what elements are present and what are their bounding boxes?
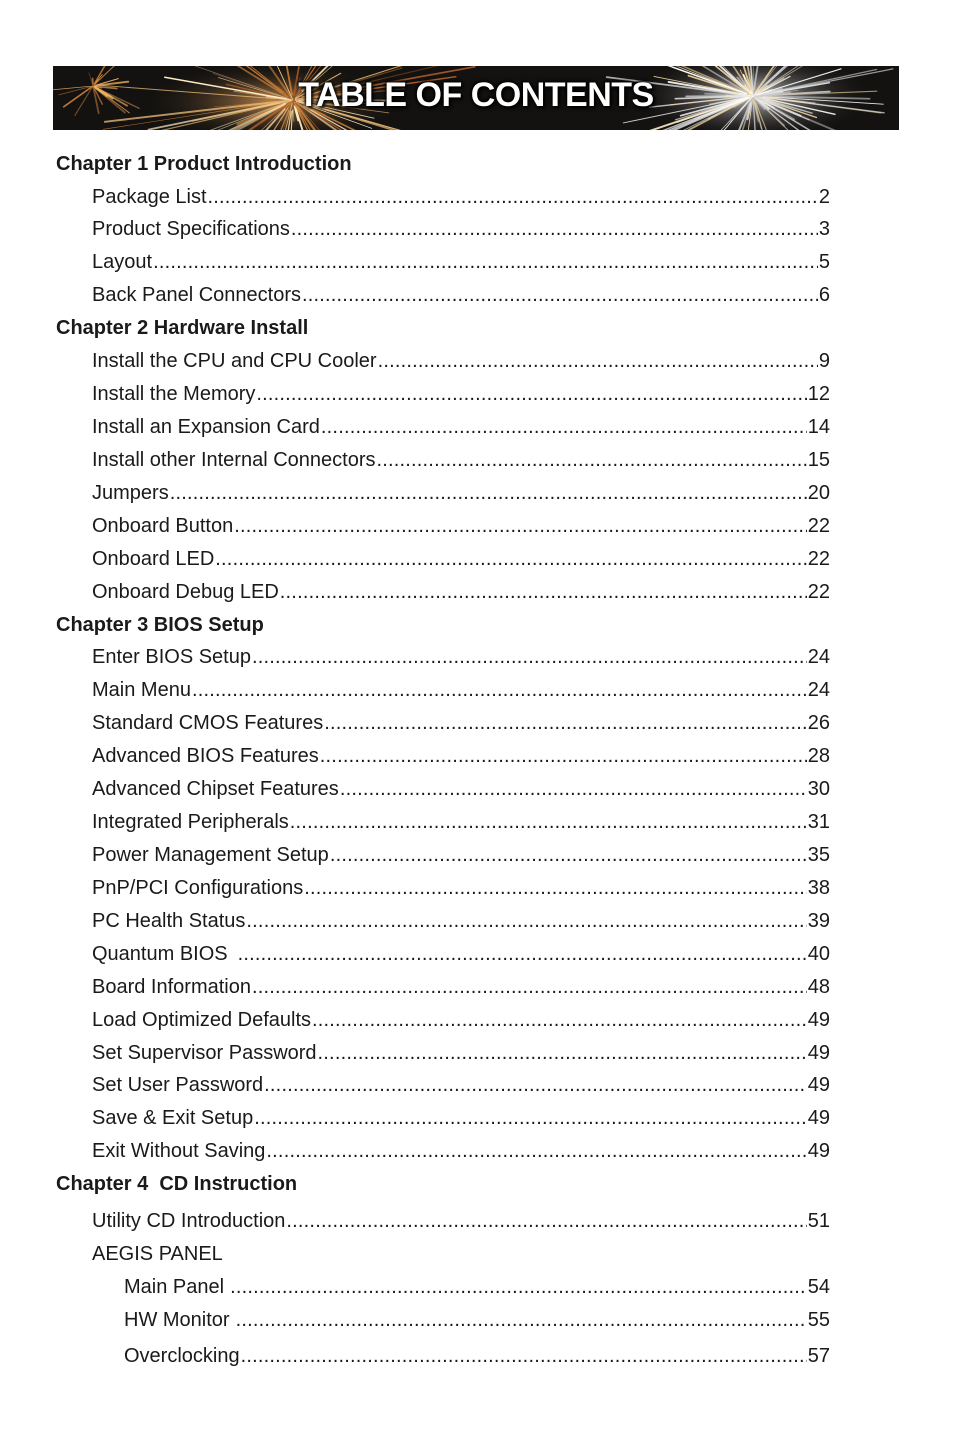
- toc-entry-title: Integrated Peripherals: [92, 811, 289, 833]
- toc-entry[interactable]: [92, 1136, 830, 1166]
- toc-entry-title: Onboard Debug LED: [92, 581, 279, 603]
- dot-leader: [254, 1103, 807, 1133]
- toc-entry[interactable]: [92, 774, 830, 804]
- dot-leader: [330, 840, 807, 870]
- dot-leader: [324, 708, 807, 738]
- toc-entry-page: 2: [818, 186, 830, 208]
- toc-entry-title: Product Specifications: [92, 218, 290, 240]
- toc-entry-title: Standard CMOS Features: [92, 712, 324, 734]
- toc-entry-title: Utility CD Introduction: [92, 1210, 286, 1232]
- dot-leader: [286, 1206, 806, 1236]
- toc-entry-title: Set User Password: [92, 1074, 264, 1096]
- dot-leader: [230, 1272, 807, 1302]
- chapter-heading: Chapter 3 BIOS Setup: [56, 614, 264, 636]
- toc-entry-page: 12: [807, 383, 830, 405]
- toc-entry-page: 49: [807, 1107, 830, 1129]
- toc-entry[interactable]: [92, 412, 830, 442]
- dot-leader: [280, 577, 807, 607]
- toc-entry[interactable]: [92, 1070, 830, 1100]
- toc-entry-page: 22: [807, 548, 830, 570]
- chapter-heading: Chapter 2 Hardware Install: [56, 317, 309, 339]
- toc-entry-title: Advanced BIOS Features: [92, 745, 319, 767]
- toc-entry[interactable]: [92, 642, 830, 672]
- toc-entry-page: 49: [807, 1140, 830, 1162]
- toc-entry-page: 38: [807, 877, 830, 899]
- chapter-heading: Chapter 1 Product Introduction: [56, 153, 352, 175]
- toc-entry-title: Power Management Setup: [92, 844, 329, 866]
- toc-entry-page: 5: [818, 251, 830, 273]
- toc-entry-page: 30: [807, 778, 830, 800]
- toc-entry-page: 51: [807, 1210, 830, 1232]
- dot-leader: [302, 280, 818, 310]
- toc-entry-page: 54: [807, 1276, 830, 1298]
- dot-leader: [304, 873, 807, 903]
- dot-leader: [290, 807, 807, 837]
- toc-entry-page: 9: [818, 350, 830, 372]
- toc-entry[interactable]: [92, 214, 830, 244]
- toc-entry-page: 22: [807, 581, 830, 603]
- toc-entry[interactable]: [92, 1005, 830, 1035]
- toc-entry-page: 49: [807, 1009, 830, 1031]
- toc-entry-page: 20: [807, 482, 830, 504]
- toc-entry[interactable]: [92, 182, 830, 212]
- toc-entry-title: Overclocking: [124, 1345, 240, 1367]
- dot-leader: [318, 1038, 807, 1068]
- toc-entry[interactable]: [92, 346, 830, 376]
- toc-entry[interactable]: [124, 1305, 830, 1335]
- header-banner: [53, 66, 899, 130]
- toc-entry-title: Exit Without Saving: [92, 1140, 266, 1162]
- toc-entry-page: 35: [807, 844, 830, 866]
- toc-entry-title: Onboard LED: [92, 548, 215, 570]
- toc-entry-page: 15: [807, 449, 830, 471]
- toc-entry[interactable]: [92, 1038, 830, 1068]
- toc-entry[interactable]: [92, 247, 830, 277]
- toc-entry-title: Advanced Chipset Features: [92, 778, 339, 800]
- toc-entry[interactable]: [92, 906, 830, 936]
- toc-entry-title: Main Panel: [124, 1276, 225, 1298]
- toc-entry[interactable]: [92, 939, 830, 969]
- toc-entry[interactable]: [92, 511, 830, 541]
- toc-entry[interactable]: [92, 1103, 830, 1133]
- toc-entry-page: 39: [807, 910, 830, 932]
- dot-leader: [236, 1305, 807, 1335]
- dot-leader: [192, 675, 807, 705]
- toc-entry-page: 57: [807, 1345, 830, 1367]
- toc-entry-title: Main Menu: [92, 679, 191, 701]
- dot-leader: [241, 1341, 807, 1371]
- toc-entry-title: Board Information: [92, 976, 251, 998]
- toc-entry-title: PC Health Status: [92, 910, 246, 932]
- toc-entry-title: Jumpers: [92, 482, 169, 504]
- chapter-heading: Chapter 4 CD Instruction: [56, 1173, 298, 1195]
- toc-entry[interactable]: [92, 478, 830, 508]
- toc-entry-title: Install the CPU and CPU Cooler: [92, 350, 377, 372]
- dot-leader: [256, 379, 806, 409]
- dot-leader: [252, 972, 807, 1002]
- toc-entry-title: Enter BIOS Setup: [92, 646, 251, 668]
- dot-leader: [340, 774, 807, 804]
- toc-entry-page: 22: [807, 515, 830, 537]
- toc-entry-title: Set Supervisor Password: [92, 1042, 317, 1064]
- toc-entry[interactable]: [92, 445, 830, 475]
- toc-entry-title: PnP/PCI Configurations: [92, 877, 304, 899]
- toc-entry-page: 6: [818, 284, 830, 306]
- page-title: TABLE OF CONTENTS: [298, 76, 654, 114]
- toc-entry-title: Back Panel Connectors: [92, 284, 302, 306]
- dot-leader: [266, 1136, 806, 1166]
- toc-entry-page: 24: [807, 679, 830, 701]
- toc-entry-title: Onboard Button: [92, 515, 234, 537]
- toc-entry[interactable]: [92, 840, 830, 870]
- dot-leader: [291, 214, 818, 244]
- dot-leader: [208, 182, 818, 212]
- toc-entry[interactable]: [92, 873, 830, 903]
- toc-section-heading[interactable]: [92, 1239, 830, 1269]
- toc-entry-title: Layout: [92, 251, 153, 273]
- toc-entry[interactable]: [92, 708, 830, 738]
- dot-leader: [320, 741, 807, 771]
- dot-leader: [170, 478, 807, 508]
- toc-entry-page: 49: [807, 1042, 830, 1064]
- toc-entry[interactable]: [92, 379, 830, 409]
- toc-entry-page: 48: [807, 976, 830, 998]
- toc-entry-title: Quantum BIOS: [92, 943, 228, 965]
- toc-entry-page: 49: [807, 1074, 830, 1096]
- toc-entry-title: Save & Exit Setup: [92, 1107, 254, 1129]
- dot-leader: [246, 906, 806, 936]
- toc-entry-page: 40: [807, 943, 830, 965]
- toc-entry[interactable]: [92, 577, 830, 607]
- toc-entry-page: 55: [807, 1309, 830, 1331]
- dot-leader: [264, 1070, 807, 1100]
- toc-entry-page: 24: [807, 646, 830, 668]
- toc-entry[interactable]: [92, 741, 830, 771]
- toc-entry-title: Install an Expansion Card: [92, 416, 320, 438]
- dot-leader: [238, 939, 807, 969]
- toc-entry[interactable]: [124, 1341, 830, 1371]
- dot-leader: [377, 445, 807, 475]
- toc-entry-title: Install the Memory: [92, 383, 256, 405]
- toc-entry[interactable]: [92, 807, 830, 837]
- toc-entry-title: AEGIS PANEL: [92, 1243, 223, 1265]
- dot-leader: [153, 247, 818, 277]
- toc-entry-title: HW Monitor: [124, 1309, 230, 1331]
- toc-entry[interactable]: [92, 280, 830, 310]
- dot-leader: [312, 1005, 807, 1035]
- toc-entry-page: 3: [818, 218, 830, 240]
- toc-entry[interactable]: [124, 1272, 830, 1302]
- toc-entry-page: 28: [807, 745, 830, 767]
- toc-entry-page: 26: [807, 712, 830, 734]
- toc-entry-title: Load Optimized Defaults: [92, 1009, 312, 1031]
- dot-leader: [378, 346, 818, 376]
- toc-entry[interactable]: [92, 972, 830, 1002]
- toc-entry-title: Package List: [92, 186, 207, 208]
- dot-leader: [215, 544, 806, 574]
- dot-leader: [234, 511, 807, 541]
- dot-leader: [321, 412, 807, 442]
- toc-entry[interactable]: [92, 675, 830, 705]
- toc-entry[interactable]: [92, 1206, 830, 1236]
- toc-entry-title: Install other Internal Connectors: [92, 449, 376, 471]
- dot-leader: [252, 642, 807, 672]
- toc-entry[interactable]: [92, 544, 830, 574]
- toc-entry-page: 14: [807, 416, 830, 438]
- toc-entry-page: 31: [807, 811, 830, 833]
